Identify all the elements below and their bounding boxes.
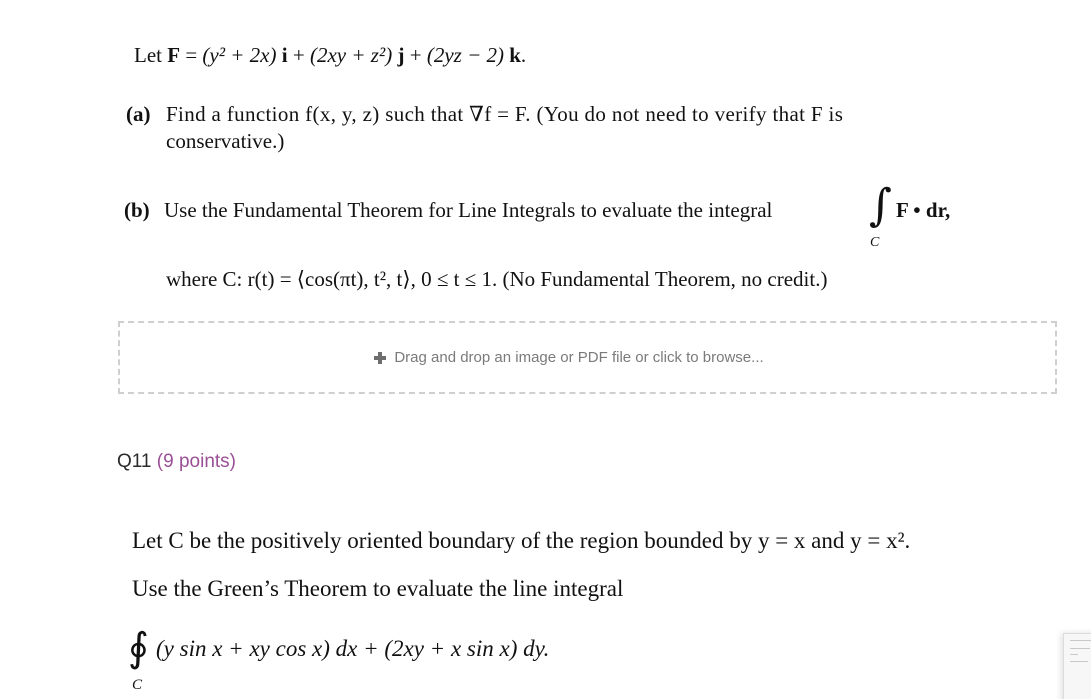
period: . [520, 43, 527, 67]
question-text-2: Use the Green’s Theorem to evaluate the line integral [132, 576, 624, 601]
dropzone-content[interactable] [374, 349, 763, 366]
curve-definition [166, 266, 827, 292]
part-a-text-line2: conservative.) [166, 129, 285, 153]
integrand-text: F • dr, [896, 198, 951, 222]
k-component: (2yz − 2) [426, 43, 504, 67]
part-b-text: Use the Fundamental Theorem for Line Integrals to evaluate the integral [164, 198, 773, 222]
question-line-1 [132, 527, 910, 555]
part-a-continuation [166, 128, 284, 154]
field-symbol: F [167, 43, 181, 67]
page-thumbnail[interactable] [1063, 633, 1091, 699]
j-component: (2xy + z²) [309, 43, 393, 67]
part-a [126, 101, 843, 127]
let-word: Let [134, 43, 162, 67]
green-integrand [156, 635, 549, 663]
question-header [117, 450, 236, 474]
dropzone-text: Drag and drop an image or PDF file or click to browse... [394, 349, 764, 366]
plus-sign: + [292, 43, 305, 67]
part-a-label: (a) [126, 102, 151, 126]
i-unit-vector: i [281, 43, 288, 67]
integral-sign: ∫ [869, 180, 892, 231]
contour-integral-sign: ∮ [128, 625, 149, 671]
part-b-label: (b) [124, 198, 150, 222]
thumbnail-line [1070, 654, 1078, 655]
i-component: (y² + 2x) [202, 43, 277, 67]
thumbnail-line [1070, 661, 1088, 662]
part-b [124, 197, 772, 223]
k-unit-vector: k [509, 43, 521, 67]
thumbnail-line [1070, 648, 1090, 649]
line-integrand [896, 197, 950, 223]
contour-subscript: C [132, 677, 143, 693]
j-unit-vector: j [397, 43, 405, 67]
curve-text: where C: r(t) = ⟨cos(πt), t², t⟩, 0 ≤ t ≤ 1. (No Fundamental Theorem, no credit.) [166, 267, 828, 291]
vector-field-definition [134, 42, 526, 68]
question-text-1: Let C be the positively oriented boundary of the region bounded by y = x and y = x². [132, 528, 911, 553]
equals-sign: = [185, 43, 198, 67]
part-a-text: Find a function f(x, y, z) such that ∇f = F. (You do not need to verify that F is [166, 102, 844, 126]
thumbnail-line [1070, 640, 1091, 641]
question-line-2 [132, 575, 623, 603]
integral-subscript: C [870, 235, 880, 250]
plus-icon [374, 352, 386, 364]
file-dropzone[interactable] [118, 321, 1057, 394]
question-number: Q11 [117, 451, 152, 472]
plus-sign: + [409, 43, 422, 67]
green-integrand-text: (y sin x + xy cos x) dx + (2xy + x sin x) dy. [156, 636, 550, 661]
question-points: (9 points) [156, 451, 236, 472]
